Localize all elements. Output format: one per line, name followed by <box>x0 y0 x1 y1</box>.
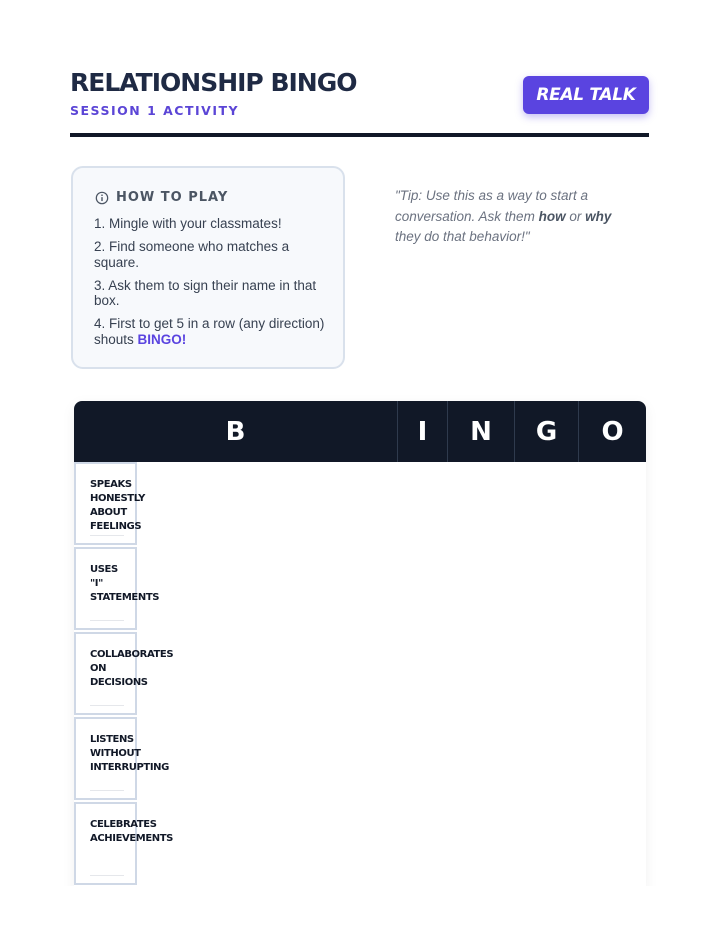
bingo-header-row <box>74 401 646 462</box>
bingo-emphasis: BINGO! <box>137 331 187 347</box>
bingo-square-label: COLLABORATES ON DECISIONS <box>90 649 174 688</box>
page-subtitle: SESSION 1 ACTIVITY <box>70 103 240 118</box>
signature-line <box>90 790 124 791</box>
bingo-board <box>74 401 646 891</box>
instruction-step-text: 4. First to get 5 in a row (any direction) shouts <box>94 316 325 347</box>
how-to-play-label: HOW TO PLAY <box>116 190 229 205</box>
bingo-square[interactable] <box>74 462 145 545</box>
real-talk-badge: REAL TALK <box>523 76 649 114</box>
how-to-play-heading <box>95 190 228 205</box>
instructions-list <box>94 216 330 355</box>
tip-word-why: why <box>585 208 612 224</box>
info-circle-icon <box>95 191 109 205</box>
tip-middle: or <box>569 208 582 224</box>
tip-quote <box>395 186 625 248</box>
bingo-letter-o: O <box>578 401 646 462</box>
signature-line <box>90 620 124 621</box>
bingo-square-label: LISTENS WITHOUT INTERRUPTING <box>90 734 169 773</box>
instruction-step: 3. Ask them to sign their name in that box. <box>94 277 317 308</box>
signature-line <box>90 875 124 876</box>
bingo-letter-n: N <box>447 401 514 462</box>
bingo-square[interactable] <box>74 717 169 800</box>
signature-line <box>90 535 124 536</box>
instruction-step: 1. Mingle with your classmates! <box>94 216 282 231</box>
tip-suffix: they do that behavior!" <box>395 229 530 244</box>
bingo-square[interactable] <box>74 632 174 715</box>
bingo-square-label: USES "I" STATEMENTS <box>90 564 160 603</box>
bingo-square-label: CELEBRATES ACHIEVEMENTS <box>90 819 173 844</box>
how-to-play-card <box>71 166 345 369</box>
page-bottom-margin <box>0 886 720 932</box>
header-divider <box>70 133 649 137</box>
tip-prefix: "Tip: Use this as a way to start a conversation. Ask them <box>395 188 588 224</box>
signature-line <box>90 705 124 706</box>
page-title: RELATIONSHIP BINGO <box>70 68 357 97</box>
instruction-step <box>94 316 330 347</box>
instruction-step: 2. Find someone who matches a square. <box>94 239 290 270</box>
bingo-square[interactable] <box>74 802 173 885</box>
bingo-letter-i: I <box>397 401 447 462</box>
bingo-square-label: SPEAKS HONESTLY ABOUT FEELINGS <box>90 479 145 532</box>
tip-word-how: how <box>538 208 566 224</box>
bingo-square[interactable] <box>74 547 160 630</box>
bingo-letter-b: B <box>225 416 246 447</box>
bingo-letter-g: G <box>514 401 578 462</box>
